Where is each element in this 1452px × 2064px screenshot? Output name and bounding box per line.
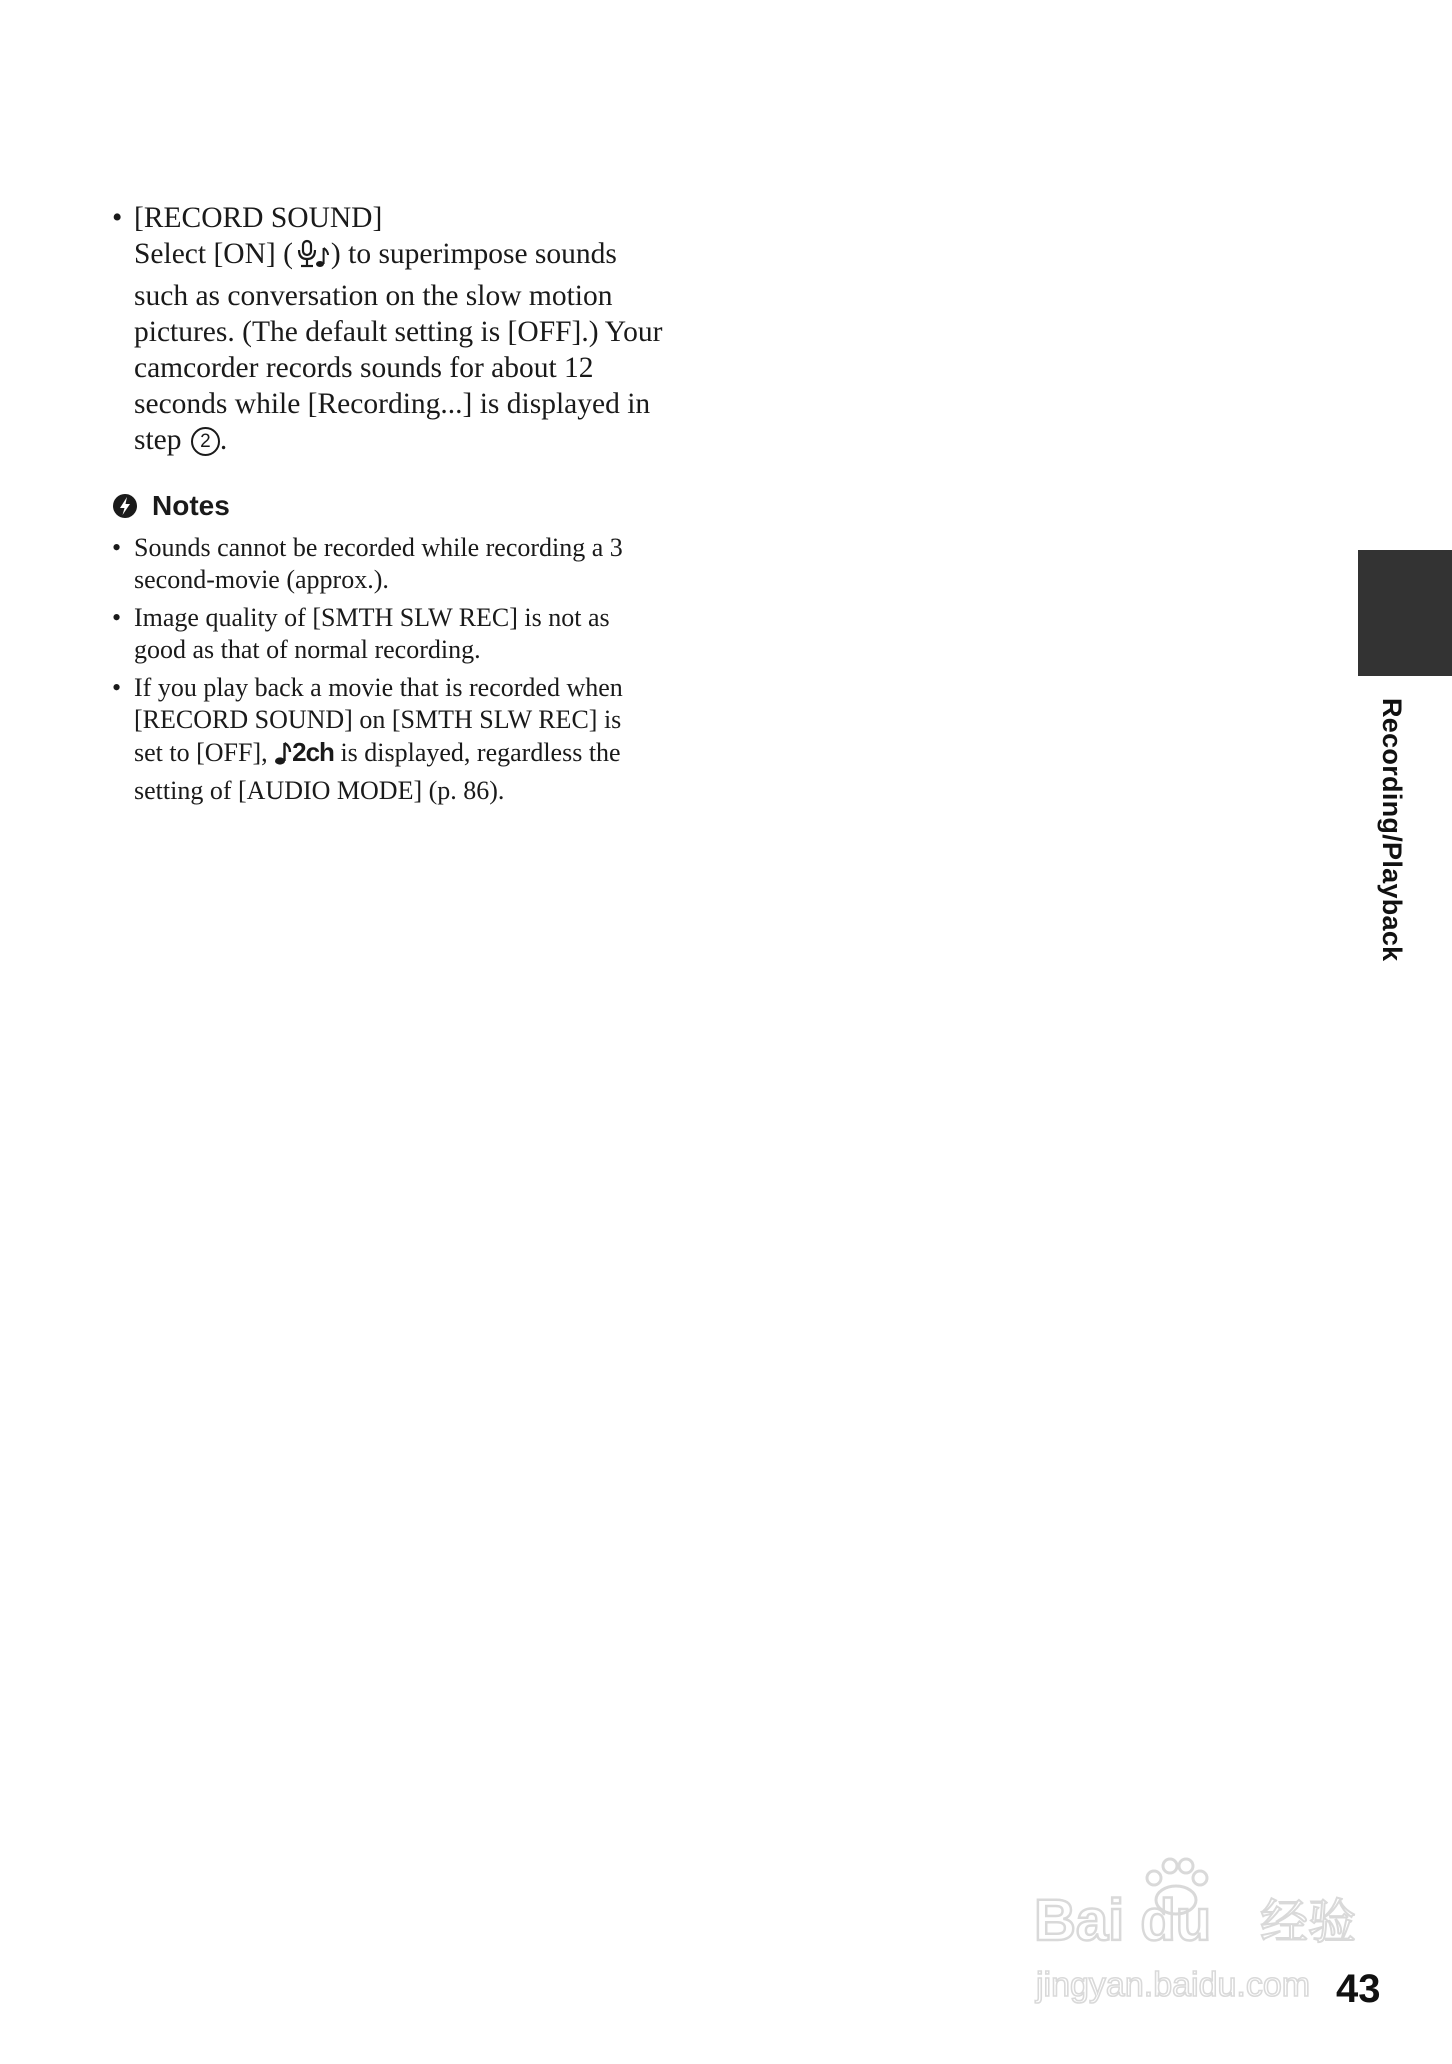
page-number: 43 bbox=[1336, 1967, 1381, 2011]
record-sound-line: pictures. (The default setting is [OFF].) Your bbox=[134, 316, 663, 348]
notes-list bbox=[112, 532, 682, 807]
notes-title: Notes bbox=[152, 490, 230, 521]
record-sound-line: such as conversation on the slow motion bbox=[134, 280, 613, 312]
note-line: good as that of normal recording. bbox=[134, 635, 481, 664]
main-column bbox=[112, 200, 682, 813]
note-line: set to [OFF], 2ch is displayed, regardless the bbox=[134, 736, 682, 775]
note-line: Image quality of [SMTH SLW REC] is not as bbox=[134, 603, 610, 632]
bullet: • bbox=[112, 603, 122, 632]
note-item bbox=[112, 672, 682, 807]
record-sound-line: seconds while [Recording...] is displayed in bbox=[134, 388, 651, 420]
note-item bbox=[112, 532, 682, 596]
music-note-icon bbox=[274, 739, 292, 775]
note-line: If you play back a movie that is recorded when bbox=[134, 673, 623, 702]
section-label: Recording/Playback bbox=[1377, 698, 1407, 962]
note-line: Sounds cannot be recorded while recording a 3 bbox=[134, 533, 623, 562]
bullet: • bbox=[112, 202, 123, 234]
notes-icon bbox=[112, 493, 138, 519]
record-sound-line: camcorder records sounds for about 12 bbox=[134, 352, 594, 384]
bullet: • bbox=[112, 673, 122, 702]
note-line: second-movie (approx.). bbox=[134, 565, 389, 594]
bullet: • bbox=[112, 533, 122, 562]
watermark-cn: 经验 bbox=[1260, 1894, 1357, 1950]
mic-music-icon bbox=[293, 239, 331, 278]
baidu-watermark bbox=[1028, 1848, 1368, 2008]
record-sound-line: step 2 . bbox=[134, 424, 228, 456]
note-line: setting of [AUDIO MODE] (p. 86). bbox=[134, 776, 505, 805]
record-sound-item bbox=[112, 200, 682, 458]
record-sound-line: Select [ON] ( ) to superimpose sounds bbox=[134, 236, 682, 278]
note-line: [RECORD SOUND] on [SMTH SLW REC] is bbox=[134, 705, 622, 734]
note-item bbox=[112, 602, 682, 666]
record-sound-title: [RECORD SOUND] bbox=[134, 202, 383, 234]
notes-heading bbox=[112, 486, 682, 526]
section-tab bbox=[1358, 550, 1452, 676]
watermark-brand: Bai du bbox=[1034, 1888, 1212, 1953]
watermark-url: jingyan.baidu.com bbox=[1036, 1966, 1311, 2004]
audio-2ch-icon-label: 2ch bbox=[292, 737, 334, 767]
step-number-badge: 2 bbox=[191, 427, 220, 456]
